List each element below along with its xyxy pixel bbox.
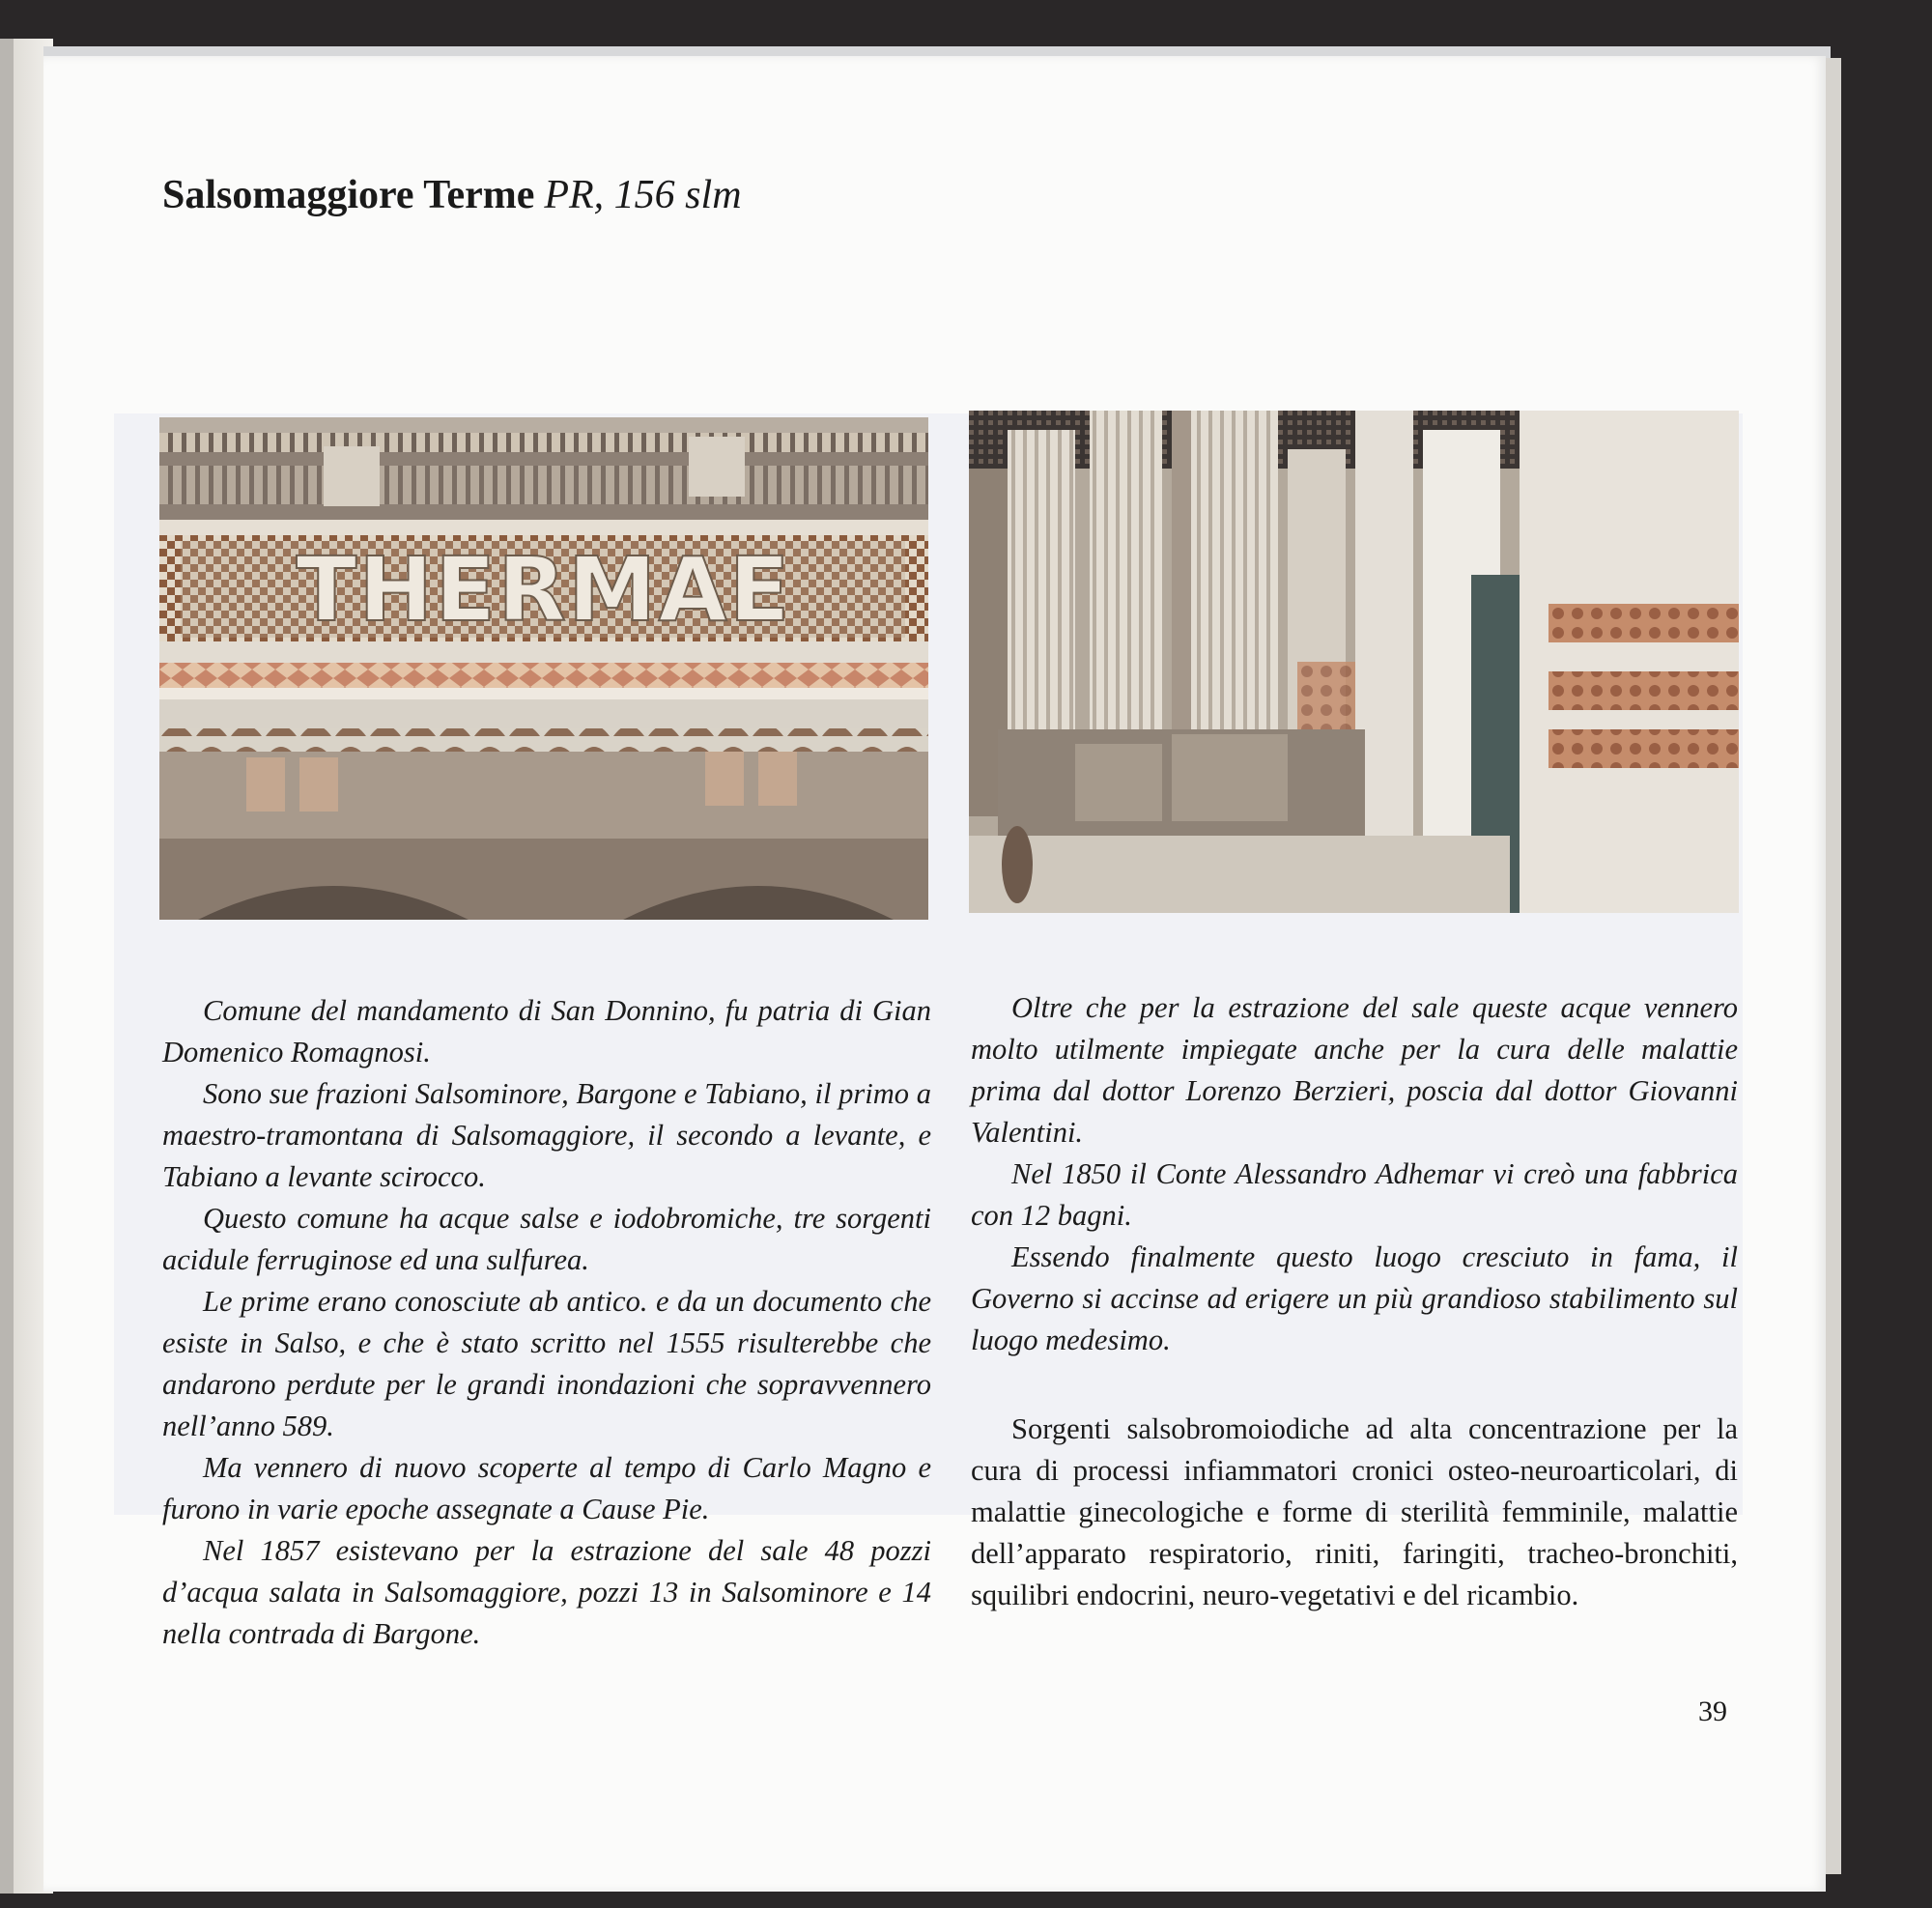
- right-text-column: [971, 987, 1738, 1361]
- paragraph: Le prime erano conosciute ab antico. e da un documento che esiste in Salso, e che è stato scritto nel 1555 risulterebbe che andarono perdute per le grandi inondazioni che sopravvennero nell’anno 589.: [162, 1285, 931, 1442]
- paragraph: Questo comune ha acque salse e iodobromiche, tre sorgenti acidule ferruginose ed una sulfurea.: [162, 1202, 931, 1276]
- page-right-edge: [1824, 58, 1841, 1874]
- paragraph: Sono sue frazioni Salsominore, Bargone e Tabiano, il primo a maestro-tramontana di Salsomaggiore, il secondo a levante, e Tabiano a levante scirocco.: [162, 1077, 931, 1193]
- book-spine: [0, 39, 14, 1894]
- title-meta: PR, 156 slm: [544, 173, 742, 217]
- paragraph: Essendo finalmente questo luogo cresciuto in fama, il Governo si accinse ad erigere un più grandioso stabilimento sul luogo medesimo.: [971, 1240, 1738, 1356]
- thermae-sign-photo: [159, 417, 928, 920]
- page-number: 39: [1698, 1695, 1727, 1727]
- summary-paragraph: Sorgenti salsobromoiodiche ad alta concentrazione per la cura di processi infiammatori cronici osteo-neuroarticolari, di malattie ginecologiche e forme di sterilità femminile, malattie dell’apparato respiratorio, riniti, faringiti, tracheo-bronchiti, squilibri endocrini, neuro-vegetativi e del ricambio.: [971, 1412, 1738, 1611]
- paragraph: Ma vennero di nuovo scoperte al tempo di Carlo Magno e furono in varie epoche assegnate a Cause Pie.: [162, 1451, 931, 1525]
- paragraph: Nel 1857 esistevano per la estrazione del sale 48 pozzi d’acqua salata in Salsomaggiore, pozzi 13 in Salsominore e 14 nella contrada di Bargone.: [162, 1534, 931, 1650]
- page-title: [162, 172, 742, 218]
- paragraph: Oltre che per la estrazione del sale queste acque vennero molto utilmente impiegate anche per la cura delle malattie prima dal dottor Lorenzo Berzieri, poscia dal dottor Giovanni Valentini.: [971, 991, 1738, 1149]
- title-name: Salsomaggiore Terme: [162, 173, 535, 217]
- paragraph: Comune del mandamento di San Donnino, fu patria di Gian Domenico Romagnosi.: [162, 994, 931, 1068]
- summary-text: [971, 1409, 1738, 1616]
- paragraph: Nel 1850 il Conte Alessandro Adhemar vi creò una fabbrica con 12 bagni.: [971, 1157, 1738, 1232]
- left-text-column: [162, 990, 931, 1655]
- thermae-sign-text: THERMAE: [296, 538, 792, 641]
- colonnade-photo: [969, 411, 1739, 913]
